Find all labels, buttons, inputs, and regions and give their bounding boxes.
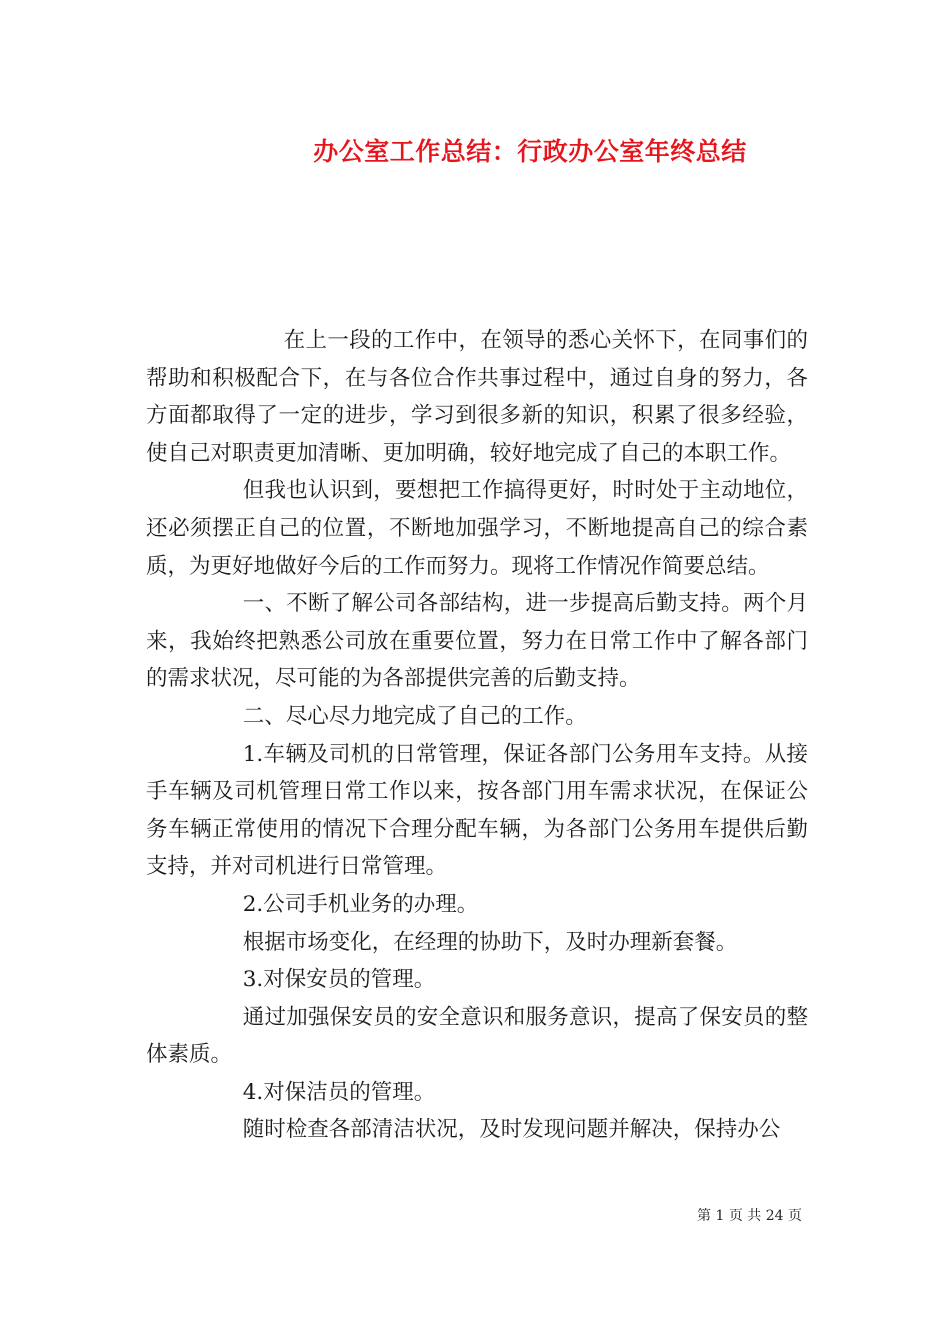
paragraph-cleaning-detail: 随时检查各部清洁状况，及时发现问题并解决，保持办公 — [242, 1117, 781, 1143]
paragraph-item-phones: 2.公司手机业务的办理。 — [242, 891, 479, 917]
paragraph-item-security: 3.对保安员的管理。 — [242, 967, 436, 993]
document-title: 办公室工作总结：行政办公室年终总结 — [313, 137, 747, 166]
paragraph-intro: 在上一段的工作中，在领导的悉心关怀下，在同事们的帮助和积极配合下，在与各位合作共事过程中，通过自身的努力，各方面都取得了一定的进步，学习到很多新的知识，积累了很多经验，使自己对职责更加清晰、更加明确，较好地完成了自己的本职工作。 — [146, 328, 808, 466]
paragraph-phones-detail: 根据市场变化，在经理的协助下，及时办理新套餐。 — [242, 929, 738, 955]
document-body — [146, 322, 808, 1149]
page-number: 第 1 页 共 24 页 — [697, 1208, 802, 1224]
paragraph-item-vehicles: 1.车辆及司机的日常管理，保证各部门公务用车支持。从接手车辆及司机管理日常工作以来，按各部门用车需求状况，在保证公务车辆正常使用的情况下合理分配车辆，为各部门公务用车提供后勤支持，并对司机进行日常管理。 — [146, 741, 808, 880]
paragraph-section-two: 二、尽心尽力地完成了自己的工作。 — [242, 703, 587, 729]
paragraph-security-detail: 通过加强保安员的安全意识和服务意识，提高了保安员的整体素质。 — [146, 1004, 808, 1068]
paragraph-awareness: 但我也认识到，要想把工作搞得更好，时时处于主动地位，还必须摆正自己的位置，不断地加强学习，不断地提高自己的综合素质，为更好地做好今后的工作而努力。现将工作情况作简要总结。 — [146, 478, 808, 579]
paragraph-section-one: 一、不断了解公司各部结构，进一步提高后勤支持。两个月来，我始终把熟悉公司放在重要位置，努力在日常工作中了解各部门的需求状况，尽可能的为各部提供完善的后勤支持。 — [146, 591, 808, 692]
paragraph-item-cleaning: 4.对保洁员的管理。 — [242, 1079, 436, 1105]
